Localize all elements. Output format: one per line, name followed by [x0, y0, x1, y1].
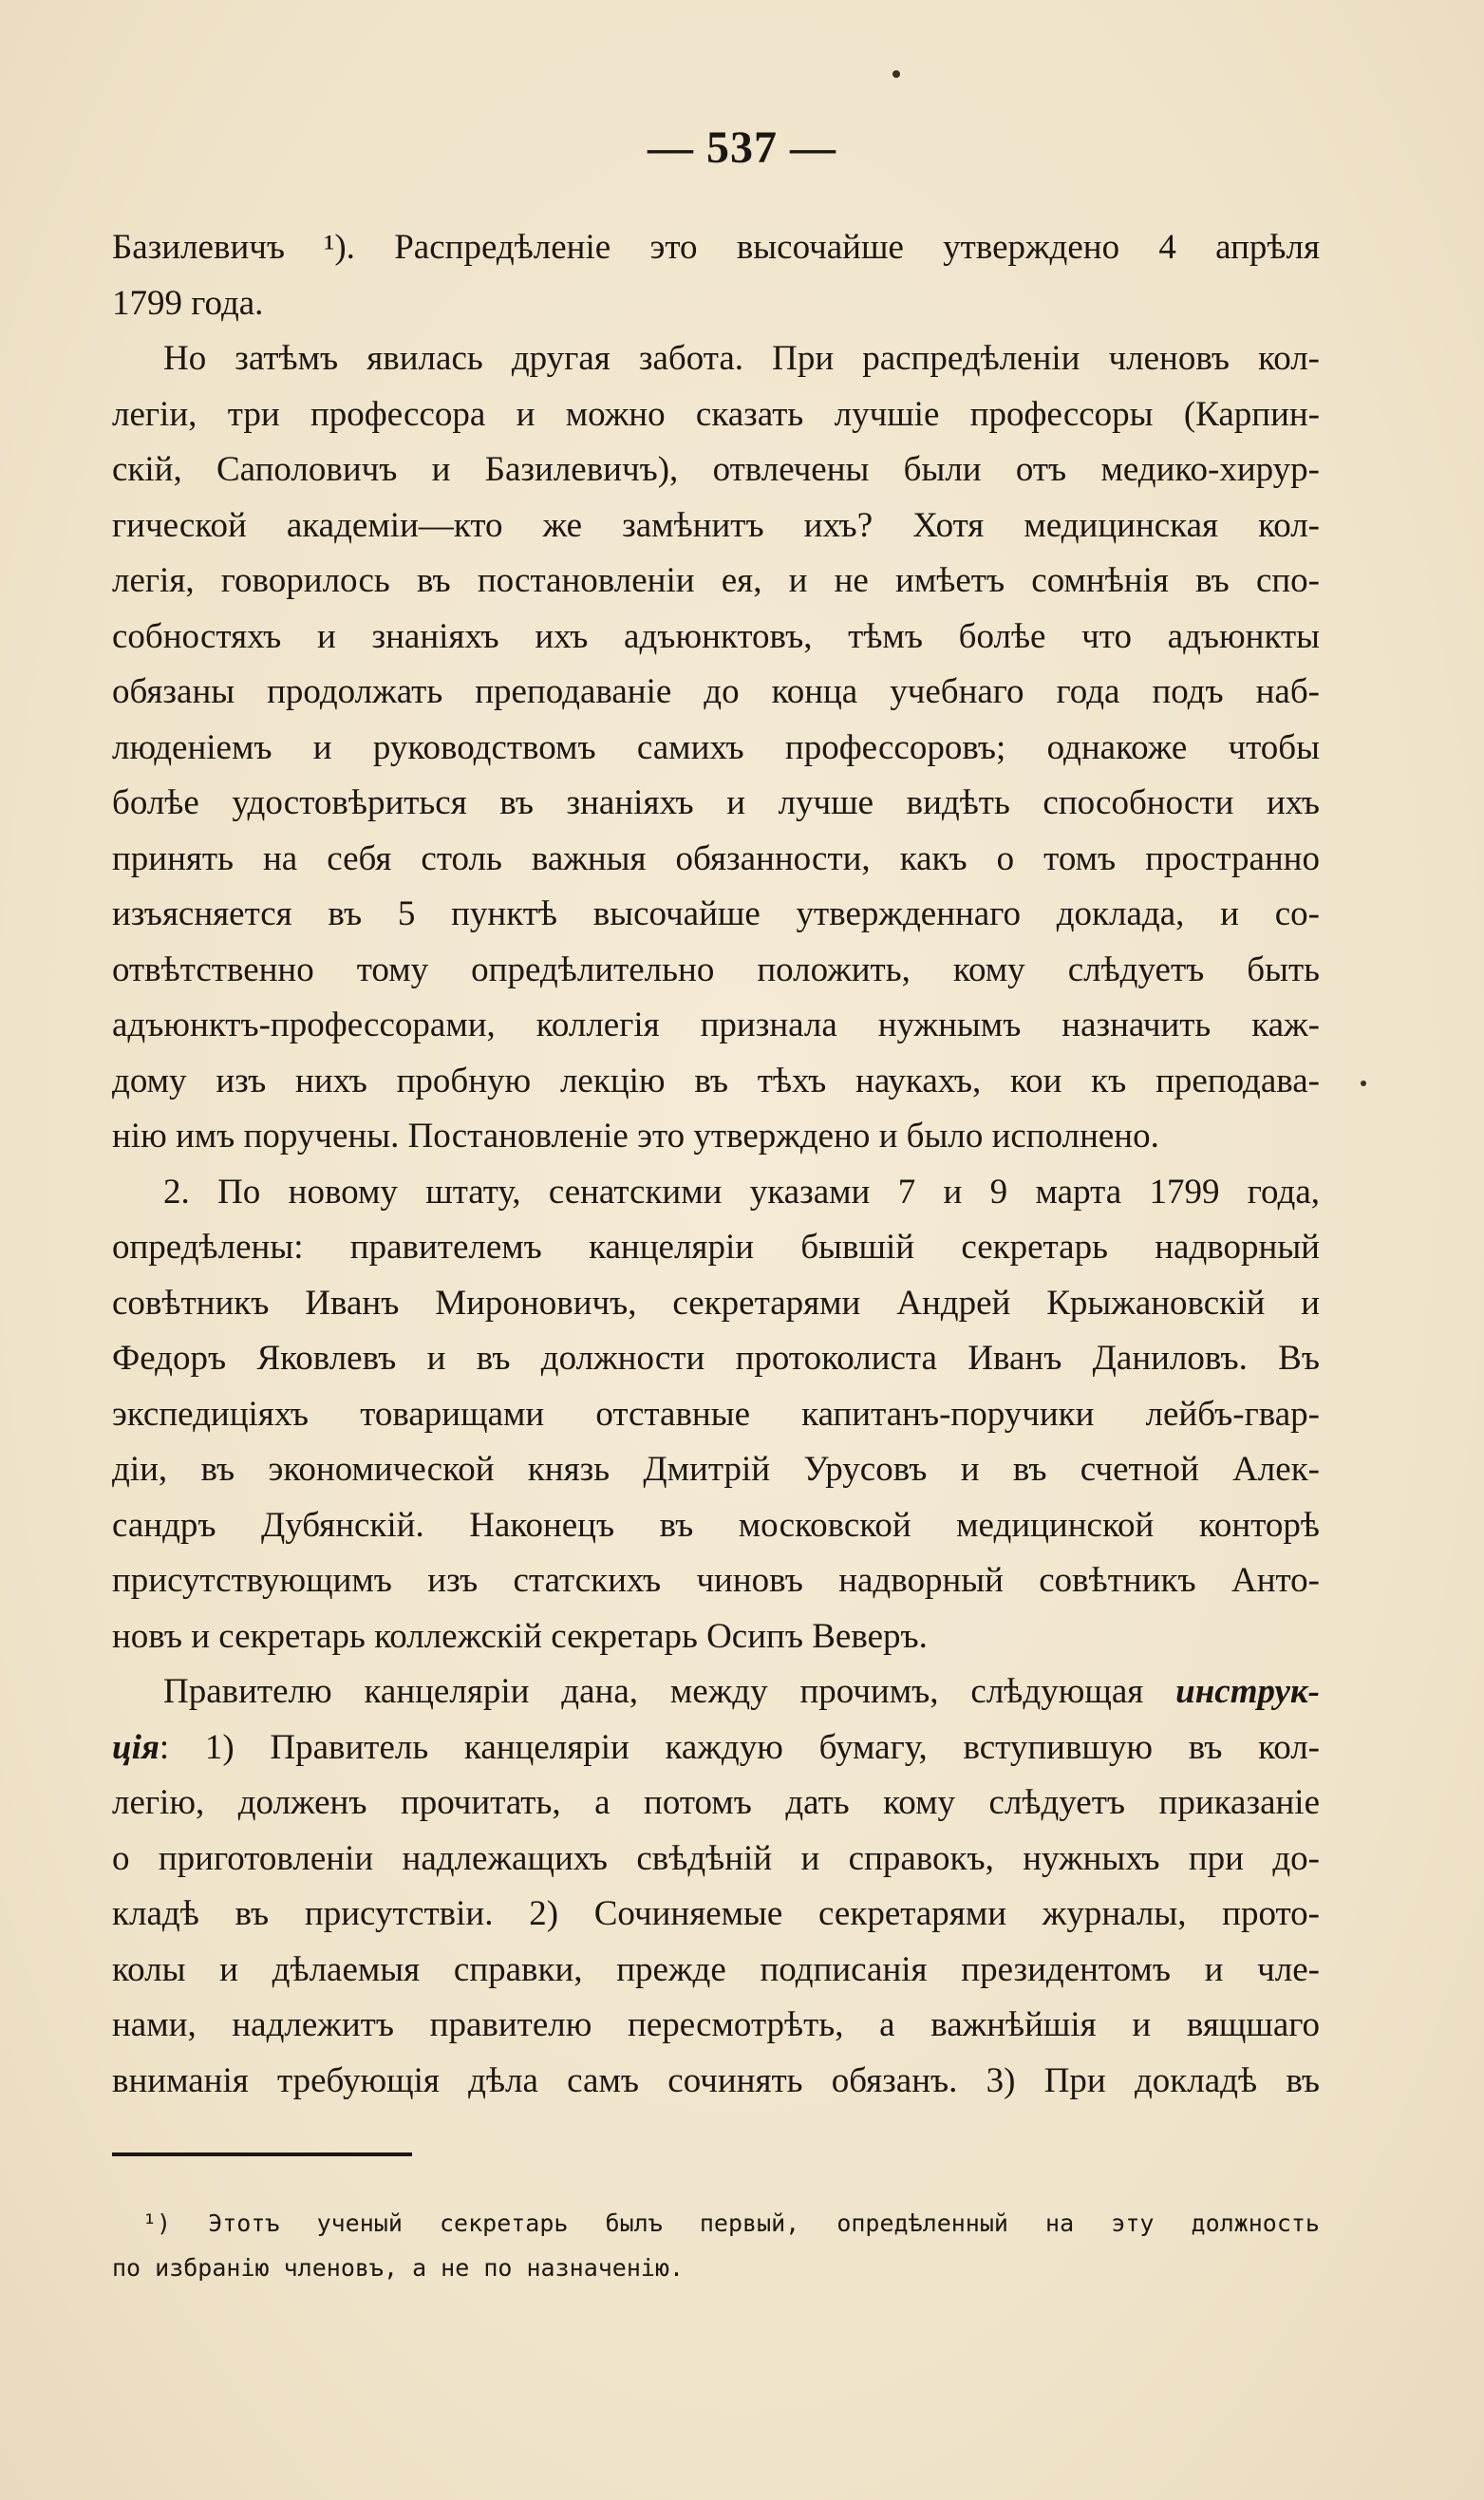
line-text: нами, надлежитъ правителю пересмотрѣть, а важнѣйшія и вящшаго — [112, 2005, 1320, 2044]
italic-word: инструк- — [1175, 1672, 1320, 1711]
text-line — [112, 665, 1320, 721]
text-line — [112, 1220, 1320, 1276]
text-line — [112, 832, 1320, 888]
text-line — [112, 554, 1320, 610]
line-text: легію, долженъ прочитать, а потомъ дать кому слѣдуетъ приказаніе — [112, 1783, 1320, 1822]
text-line — [112, 1553, 1320, 1609]
print-speck — [1361, 1081, 1366, 1086]
line-text: гической академіи—кто же замѣнитъ ихъ? Хотя медицинская кол- — [112, 505, 1320, 545]
line-text: скій, Саполовичъ и Базилевичъ), отвлечены были отъ медико-хирур- — [112, 450, 1320, 489]
text-line — [112, 1609, 1320, 1665]
text-line — [112, 1442, 1320, 1498]
footnote-line: по избранію членовъ, а не по назначенію. — [112, 2254, 685, 2282]
line-text: собностяхъ и знаніяхъ ихъ адъюнктовъ, тѣмъ болѣе что адъюнкты — [112, 616, 1320, 656]
text-line — [112, 1664, 1320, 1720]
body-text — [112, 220, 1320, 2109]
line-text: болѣе удостовѣриться въ знаніяхъ и лучше видѣть способности ихъ — [112, 783, 1320, 822]
line-text: колы и дѣлаемыя справки, прежде подписанія президентомъ и чле- — [112, 1949, 1320, 1989]
line-text: вниманія требующія дѣла самъ сочинять обязанъ. 3) При докладѣ въ — [112, 2060, 1320, 2100]
line-text: : 1) Правитель канцеляріи каждую бумагу, вступившую въ кол- — [159, 1727, 1320, 1767]
line-text: новъ и секретарь коллежскій секретарь Осипъ Веверъ. — [112, 1616, 928, 1656]
line-text: люденіемъ и руководствомъ самихъ профессоровъ; однакоже чтобы — [112, 727, 1320, 767]
footnotes — [112, 2201, 1320, 2290]
footnote-line: ¹) Этотъ ученый секретарь былъ первый, опредѣленный на эту должность — [142, 2209, 1320, 2237]
text-line — [112, 442, 1320, 498]
line-text: обязаны продолжать преподаваніе до конца учебнаго года подъ наб- — [112, 672, 1320, 711]
text-line — [112, 2054, 1320, 2110]
line-text: 2. По новому штату, сенатскими указами 7 и 9 марта 1799 года, — [163, 1172, 1320, 1212]
line-text: адъюнктъ-профессорами, коллегія признала нужнымъ назначить каж- — [112, 1006, 1320, 1044]
print-speck — [892, 70, 900, 78]
text-line — [112, 276, 1320, 332]
text-line — [112, 1109, 1320, 1165]
line-text: легія, говорилось въ постановленіи ея, и не имѣетъ сомнѣнія въ спо- — [112, 561, 1320, 600]
line-text: Базилевичъ ¹). Распредѣленіе это высочайше утверждено 4 апрѣля — [112, 228, 1320, 267]
italic-word: ція — [112, 1727, 160, 1767]
text-line — [112, 1387, 1320, 1443]
text-line — [112, 1998, 1320, 2054]
text-line — [112, 1943, 1320, 1999]
text-line — [112, 1776, 1320, 1832]
text-line — [112, 776, 1320, 832]
line-text: кладѣ въ присутствіи. 2) Сочиняемые секретарями журналы, прото- — [112, 1894, 1320, 1933]
text-line — [112, 220, 1320, 276]
line-text: легіи, три профессора и можно сказать лучшіе профессоры (Карпин- — [112, 394, 1320, 434]
text-line — [112, 331, 1320, 387]
line-text: совѣтникъ Иванъ Мироновичъ, секретарями Андрей Крыжановскій и — [112, 1283, 1320, 1323]
text-line — [112, 1832, 1320, 1888]
line-text: Правителю канцеляріи дана, между прочимъ, слѣдующая — [163, 1672, 1176, 1711]
text-line — [112, 887, 1320, 943]
line-text: діи, въ экономической князь Дмитрій Урусовъ и въ счетной Алек- — [112, 1450, 1320, 1489]
line-text: Но затѣмъ явилась другая забота. При распредѣленіи членовъ кол- — [163, 339, 1320, 378]
text-line — [112, 1331, 1320, 1387]
line-text: принять на себя столь важныя обязанности, какъ о томъ пространно — [112, 838, 1320, 878]
text-line — [112, 498, 1320, 555]
text-line — [112, 721, 1320, 777]
text-line — [112, 1276, 1320, 1332]
line-text: опредѣлены: правителемъ канцеляріи бывшій секретарь надворный — [112, 1228, 1320, 1267]
line-text: экспедиціяхъ товарищами отставные капитанъ-поручики лейбъ-гвар- — [112, 1394, 1320, 1434]
footnote-divider — [112, 2152, 412, 2156]
line-text: изъясняется въ 5 пунктѣ высочайше утвержденнаго доклада, и со- — [112, 894, 1320, 933]
line-text: 1799 года. — [112, 283, 264, 323]
line-text: нію имъ поручены. Постановленіе это утверждено и было исполнено. — [112, 1117, 1159, 1156]
line-text: присутствующимъ изъ статскихъ чиновъ надворный совѣтникъ Анто- — [112, 1561, 1320, 1600]
text-line — [112, 1054, 1320, 1110]
text-line — [112, 998, 1320, 1054]
line-text: о приготовленіи надлежащихъ свѣдѣній и справокъ, нужныхъ при до- — [112, 1838, 1320, 1878]
text-line — [112, 1720, 1320, 1776]
text-line — [112, 1165, 1320, 1221]
line-text: дому изъ нихъ пробную лекцію въ тѣхъ наукахъ, кои къ преподава- — [112, 1061, 1320, 1100]
page-number: — 537 — — [648, 122, 836, 173]
text-line — [112, 387, 1320, 443]
text-line — [112, 610, 1320, 666]
line-text: отвѣтственно тому опредѣлительно положить, кому слѣдуетъ быть — [112, 949, 1320, 989]
line-text: сандръ Дубянскій. Наконецъ въ московской медицинской конторѣ — [112, 1505, 1320, 1545]
text-line — [112, 943, 1320, 999]
text-line — [112, 1887, 1320, 1943]
line-text: Федоръ Яковлевъ и въ должности протоколиста Иванъ Даниловъ. Въ — [112, 1339, 1320, 1378]
text-line — [112, 1498, 1320, 1554]
